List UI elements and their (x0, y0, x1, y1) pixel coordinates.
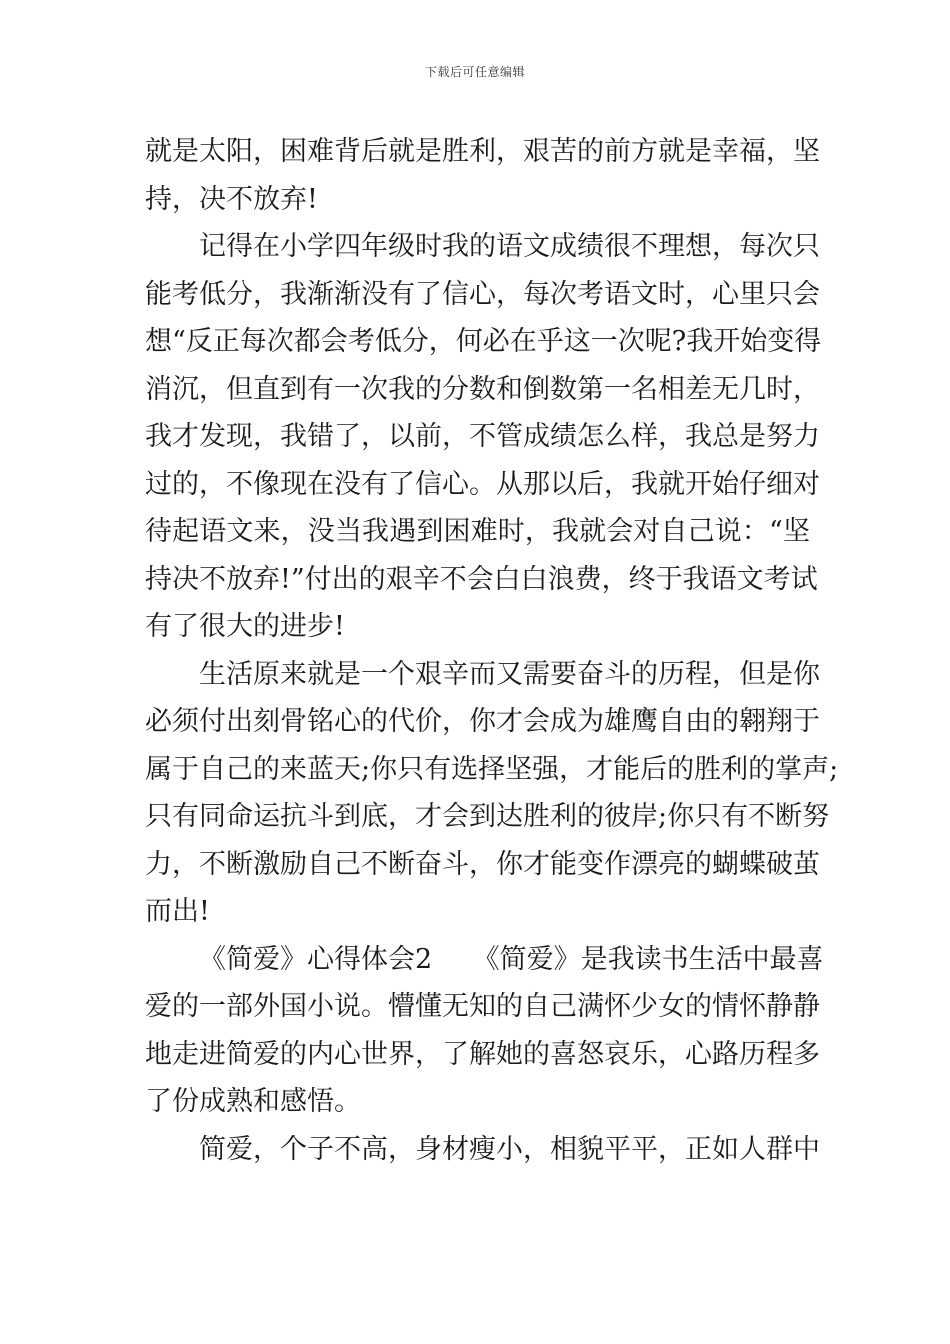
text-line: 记得在小学四年级时我的语文成绩很不理想，每次只 (199, 231, 820, 262)
text-line: 而出! (145, 896, 210, 927)
text-line: 《简爱》心得体会2 《简爱》是我读书生活中最喜 (199, 943, 824, 975)
page-header: 下载后可任意编辑 (424, 65, 525, 79)
text-line: 必须付出刻骨铭心的代价，你才会成为雄鹰自由的翱翔于 (145, 706, 820, 737)
text-line: 待起语文来，没当我遇到困难时，我就会对自己说：“坚 (145, 516, 810, 547)
text-line: 想“反正每次都会考低分，何必在乎这一次呢?我开始变得 (145, 326, 822, 357)
text-line: 简爱，个子不高，身材瘦小，相貌平平，正如人群中 (199, 1133, 820, 1165)
text-line: 就是太阳，困难背后就是胜利，艰苦的前方就是幸福，坚 (145, 136, 820, 167)
text-line: 消沉，但直到有一次我的分数和倒数第一名相差无几时， (145, 373, 820, 405)
text-line: 只有同命运抗斗到底，才会到达胜利的彼岸;你只有不断努 (145, 801, 830, 832)
text-line: 持，决不放弃! (145, 183, 318, 215)
text-line: 生活原来就是一个艰辛而又需要奋斗的历程，但是你 (199, 658, 820, 690)
text-line: 有了很大的进步! (145, 611, 345, 642)
text-line: 属于自己的来蓝天;你只有选择坚强，才能后的胜利的掌声; (145, 753, 839, 785)
body-text (145, 128, 839, 1173)
text-line: 我才发现，我错了，以前，不管成绩怎么样，我总是努力 (145, 421, 820, 452)
text-line: 持决不放弃!”付出的艰辛不会白白浪费，终于我语文考试 (145, 563, 818, 595)
text-line: 过的，不像现在没有了信心。从那以后，我就开始仔细对 (145, 468, 820, 500)
text-line: 了份成熟和感悟。 (145, 1086, 361, 1117)
text-line: 地走进简爱的内心世界，了解她的喜怒哀乐，心路历程多 (145, 1038, 820, 1070)
text-line: 力，不断激励自己不断奋斗，你才能变作漂亮的蝴蝶破茧 (145, 848, 820, 880)
text-line: 能考低分，我渐渐没有了信心，每次考语文时，心里只会 (145, 278, 820, 310)
text-line: 爱的一部外国小说。懵懂无知的自己满怀少女的情怀静静 (145, 991, 820, 1022)
